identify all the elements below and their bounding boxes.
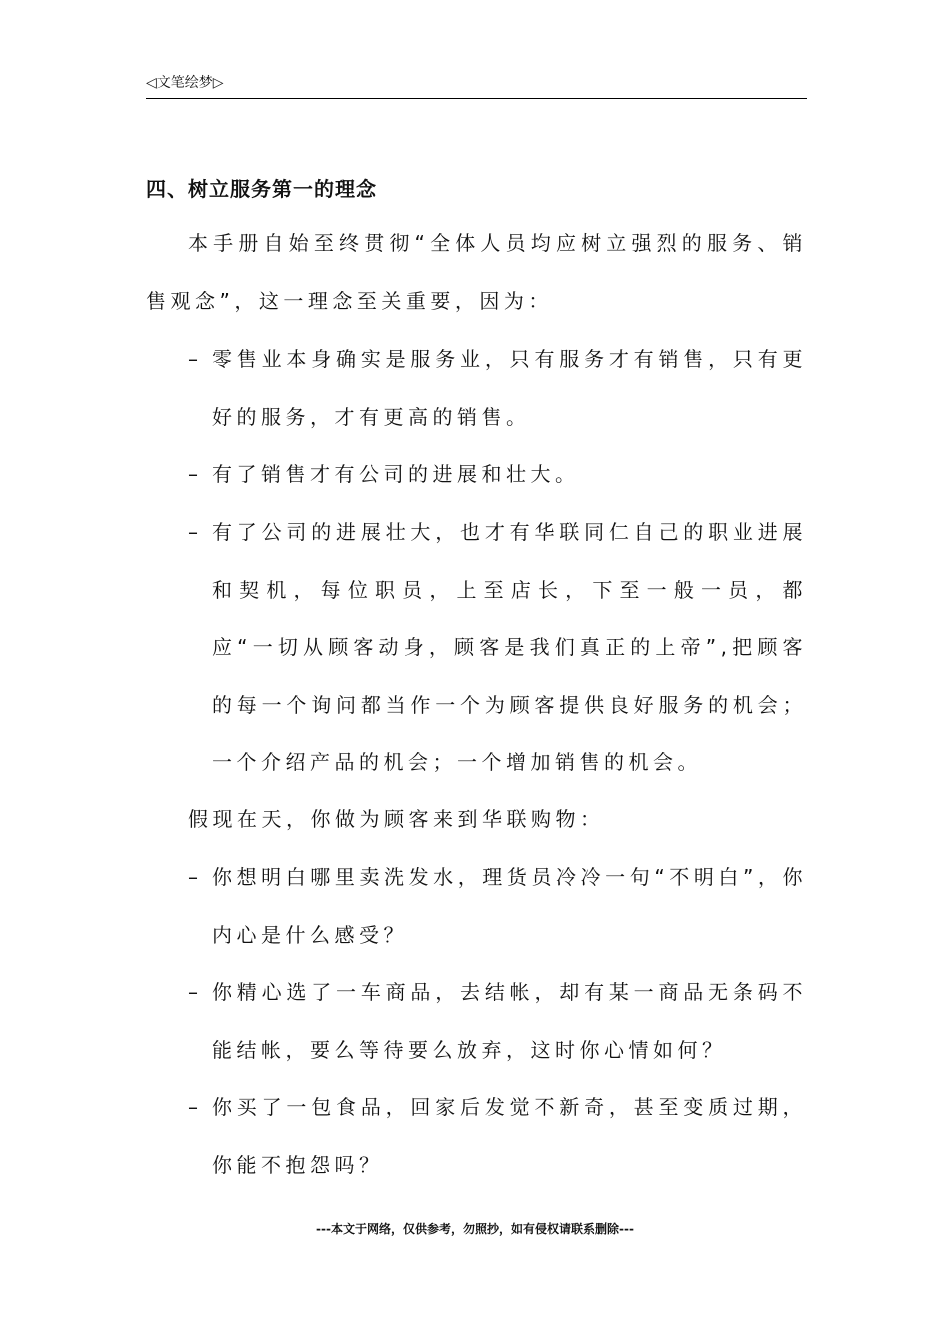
list-item-text: 零售业本身确实是服务业，只有服务才有销售，只有更好的服务，才有更高的销售。 bbox=[212, 347, 807, 429]
page-footer: ---本文于网络，仅供参考，勿照抄，如有侵权请联系删除--- bbox=[316, 1222, 634, 1236]
section-title: 四、树立服务第一的理念 bbox=[146, 177, 377, 201]
list-dash: – bbox=[188, 520, 198, 544]
list-item bbox=[188, 849, 807, 964]
list-item-text: 你精心选了一车商品，去结帐，却有某一商品无条码不能结帐，要么等待要么放弃，这时你心情如何？ bbox=[212, 980, 807, 1062]
page-header bbox=[146, 72, 807, 99]
list-item-text: 你想明白哪里卖洗发水，理货员冷冷一句“不明白”，你内心是什么感受？ bbox=[212, 865, 807, 947]
list-dash: – bbox=[188, 347, 198, 371]
list-item bbox=[188, 964, 807, 1079]
list-item-text: 你买了一包食品，回家后发觉不新奇，甚至变质过期，你能不抱怨吗？ bbox=[212, 1095, 807, 1177]
list-item bbox=[188, 446, 807, 504]
paragraph-scenario: 假现在天，你做为顾客来到华联购物： bbox=[188, 807, 605, 831]
list-dash: – bbox=[188, 980, 198, 1004]
list-item-text: 有了公司的进展壮大，也才有华联同仁自己的职业进展和契机，每位职员，上至店长，下至一般一员，都应“一切从顾客动身，顾客是我们真正的上帝”,把顾客的每一个询问都当作一个为顾客提供良好服务的机会；一个介绍产品的机会；一个增加销售的机会。 bbox=[212, 520, 807, 774]
list-item bbox=[188, 331, 807, 446]
list-dash: – bbox=[188, 1095, 198, 1119]
paragraph-intro: 本手册自始至终贯彻“全体人员均应树立强烈的服务、销售观念”，这一理念至关重要，因为： bbox=[146, 231, 807, 313]
header-text: ◁文笔绘梦▷ bbox=[146, 75, 224, 91]
list-dash: – bbox=[188, 462, 198, 486]
list-dash: – bbox=[188, 865, 198, 889]
list-item bbox=[188, 504, 807, 792]
list-item bbox=[188, 1079, 807, 1194]
list-item-text: 有了销售才有公司的进展和壮大。 bbox=[212, 462, 580, 486]
